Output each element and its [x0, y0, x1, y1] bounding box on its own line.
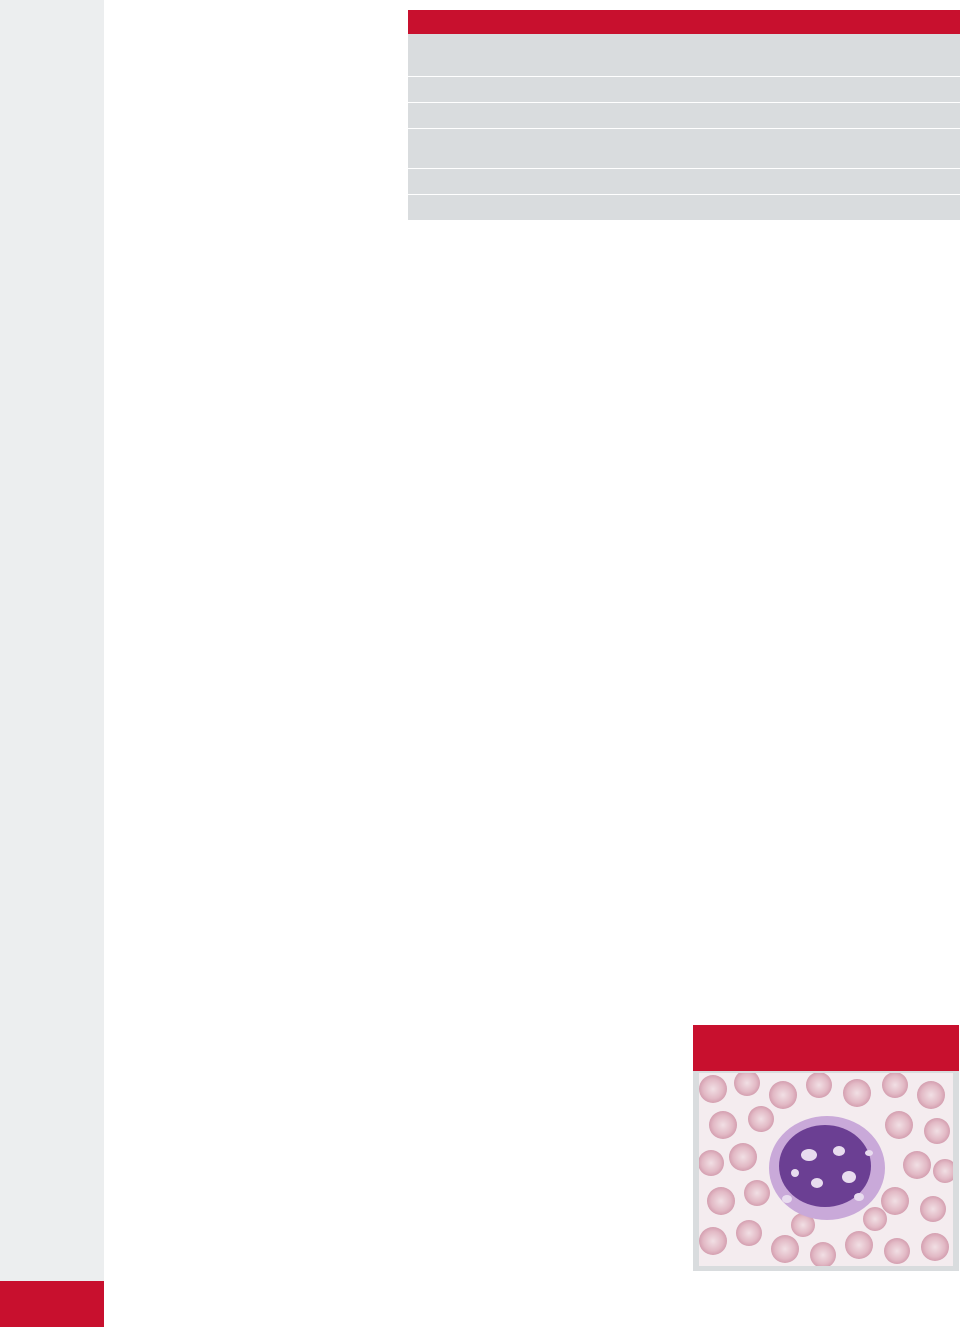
- footer: [498, 1298, 960, 1318]
- table-divider: [408, 194, 960, 195]
- table-cell: [600, 132, 860, 148]
- table-divider: [408, 102, 960, 103]
- figure-caption: [693, 1025, 959, 1071]
- blood-smear-image: [699, 1073, 953, 1266]
- page-number-box: [0, 1281, 104, 1327]
- sidebar: [0, 0, 104, 1327]
- text-column-2: [408, 234, 674, 254]
- table-caption: [408, 10, 960, 34]
- text-column-3: [693, 234, 959, 254]
- table-divider: [408, 168, 960, 169]
- table-header-blasty: [510, 40, 592, 56]
- table-divider: [408, 76, 960, 77]
- table-divider: [408, 128, 960, 129]
- text-column-1: [124, 4, 392, 22]
- table-header-cytopenie: [866, 40, 954, 56]
- blood-smear-illustration: [699, 1073, 953, 1266]
